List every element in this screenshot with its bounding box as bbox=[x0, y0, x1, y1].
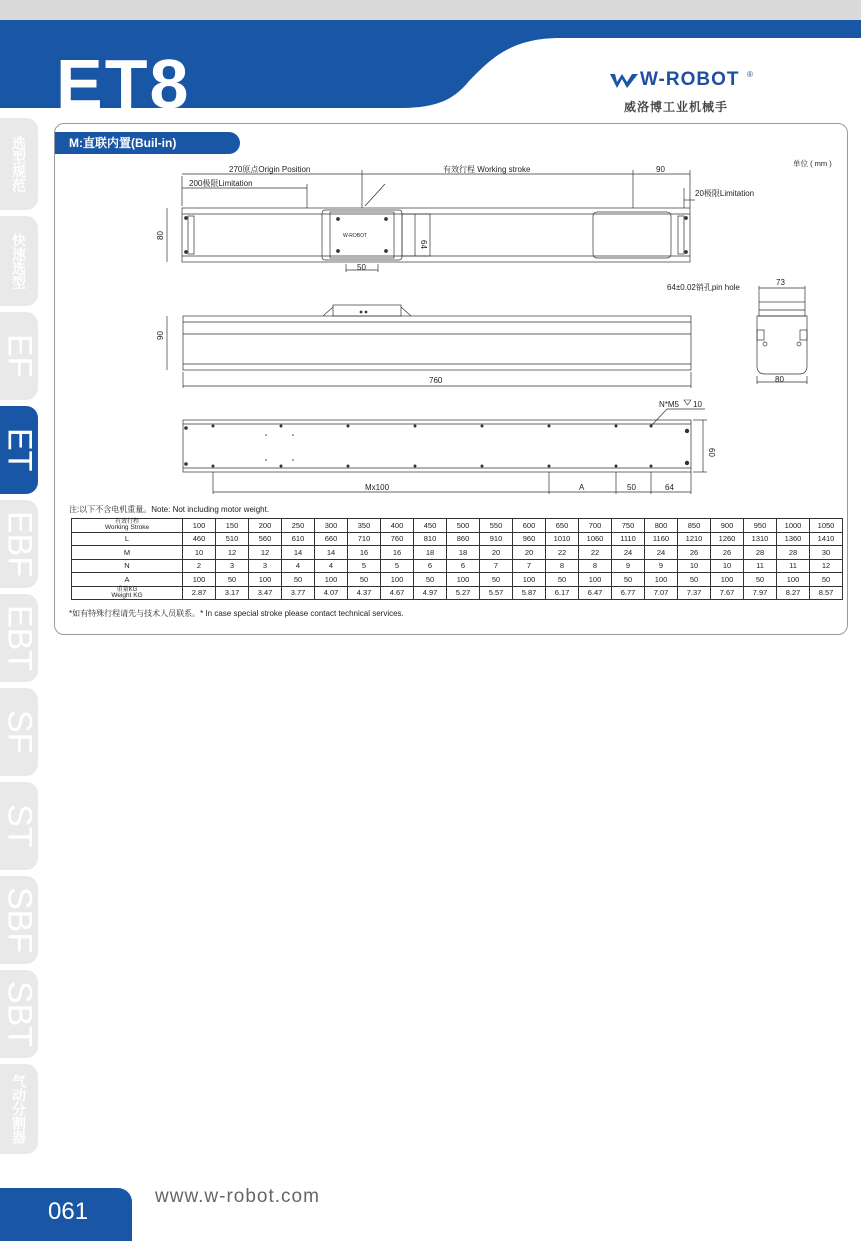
table-cell: 250 bbox=[282, 519, 315, 533]
dim-73-label: 73 bbox=[776, 278, 785, 287]
table-cell: 50 bbox=[282, 573, 315, 587]
table-cell: 100 bbox=[777, 573, 810, 587]
table-cell: 24 bbox=[612, 546, 645, 560]
stroke-dim-label: 有效行程 Working stroke bbox=[443, 165, 531, 174]
table-cell: 18 bbox=[414, 546, 447, 560]
tab-et[interactable] bbox=[0, 406, 38, 494]
dim-90-side-label: 90 bbox=[156, 331, 165, 340]
tab-label: EBF bbox=[0, 510, 39, 578]
bottom-view bbox=[183, 400, 716, 494]
table-cell: 1000 bbox=[777, 519, 810, 533]
spec-panel bbox=[54, 123, 848, 635]
table-cell: 810 bbox=[414, 532, 447, 546]
table-cell: 7.37 bbox=[678, 586, 711, 600]
table-cell: 150 bbox=[216, 519, 249, 533]
brand-registered-mark: ® bbox=[747, 70, 753, 79]
row-header: A bbox=[72, 573, 183, 587]
table-cell: 1410 bbox=[810, 532, 843, 546]
table-cell: 22 bbox=[579, 546, 612, 560]
table-cell: 100 bbox=[183, 519, 216, 533]
brand-name: W-ROBOT bbox=[640, 69, 740, 90]
table-cell: 50 bbox=[744, 573, 777, 587]
row-header bbox=[72, 586, 183, 600]
table-cell: 28 bbox=[777, 546, 810, 560]
table-cell: 20 bbox=[480, 546, 513, 560]
tab-ebf[interactable] bbox=[0, 500, 38, 588]
table-cell: 26 bbox=[711, 546, 744, 560]
table-cell: 50 bbox=[414, 573, 447, 587]
table-cell: 100 bbox=[513, 573, 546, 587]
table-cell: 460 bbox=[183, 532, 216, 546]
website-url[interactable]: www.w-robot.com bbox=[155, 1186, 320, 1207]
tab-label: 快速选型 bbox=[11, 233, 27, 289]
table-cell: 11 bbox=[777, 559, 810, 573]
table-cell: 200 bbox=[249, 519, 282, 533]
tab-label: SBF bbox=[0, 886, 39, 954]
table-cell: 4.07 bbox=[315, 586, 348, 600]
table-cell: 850 bbox=[678, 519, 711, 533]
table-cell: 14 bbox=[315, 546, 348, 560]
table-cell: 100 bbox=[645, 573, 678, 587]
brand-logo bbox=[610, 70, 760, 118]
thread-label: N*M5 bbox=[659, 400, 680, 409]
table-cell: 3.17 bbox=[216, 586, 249, 600]
limit20-dim-label: 20极限Limitation bbox=[695, 189, 755, 198]
pin-hole-label: 64±0.02销孔pin hole bbox=[667, 283, 740, 292]
table-cell: 1310 bbox=[744, 532, 777, 546]
table-cell: 5.27 bbox=[447, 586, 480, 600]
motor-note: 注:以下不含电机重量。Note: Not including motor weight. bbox=[69, 505, 270, 514]
table-cell: 5.87 bbox=[513, 586, 546, 600]
row-header-en: Working Stroke bbox=[104, 524, 150, 532]
tab-sbt[interactable] bbox=[0, 970, 38, 1058]
dim-mx100-label: Mx100 bbox=[365, 483, 390, 492]
row-header-en: Weight KG bbox=[111, 591, 143, 599]
table-cell: 6.77 bbox=[612, 586, 645, 600]
dim-760-label: 760 bbox=[429, 376, 443, 385]
tab-label: 气动分割器 bbox=[11, 1074, 27, 1144]
table-cell: 50 bbox=[678, 573, 711, 587]
table-cell: 100 bbox=[711, 573, 744, 587]
tab-label: ST bbox=[0, 804, 39, 848]
table-cell: 50 bbox=[612, 573, 645, 587]
tab-selection-spec[interactable] bbox=[0, 118, 38, 210]
table-cell: 3.47 bbox=[249, 586, 282, 600]
w-logo-icon bbox=[610, 72, 640, 90]
table-cell: 910 bbox=[480, 532, 513, 546]
table-cell: 18 bbox=[447, 546, 480, 560]
table-cell: 1160 bbox=[645, 532, 678, 546]
tab-label: ET bbox=[0, 428, 39, 472]
table-cell: 10 bbox=[711, 559, 744, 573]
tab-pneumatic-divider[interactable] bbox=[0, 1064, 38, 1154]
table-cell: 400 bbox=[381, 519, 414, 533]
tab-ebt[interactable] bbox=[0, 594, 38, 682]
top-gray-band bbox=[0, 0, 861, 20]
tab-ef[interactable] bbox=[0, 312, 38, 400]
table-cell: 2 bbox=[183, 559, 216, 573]
dim-a-label: A bbox=[579, 483, 585, 492]
tab-sbf[interactable] bbox=[0, 876, 38, 964]
table-cell: 8.57 bbox=[810, 586, 843, 600]
table-cell: 800 bbox=[645, 519, 678, 533]
table-cell: 8 bbox=[546, 559, 579, 573]
table-cell: 16 bbox=[381, 546, 414, 560]
table-cell: 1010 bbox=[546, 532, 579, 546]
table-cell: 30 bbox=[810, 546, 843, 560]
table-cell: 100 bbox=[315, 573, 348, 587]
table-cell: 50 bbox=[546, 573, 579, 587]
table-cell: 8 bbox=[579, 559, 612, 573]
table-cell: 50 bbox=[216, 573, 249, 587]
page-number: 061 bbox=[48, 1198, 89, 1225]
table-cell: 6 bbox=[447, 559, 480, 573]
row-header: N bbox=[72, 559, 183, 573]
table-cell: 500 bbox=[447, 519, 480, 533]
tab-label: EF bbox=[0, 334, 39, 378]
table-cell: 750 bbox=[612, 519, 645, 533]
table-cell: 20 bbox=[513, 546, 546, 560]
table-cell: 26 bbox=[678, 546, 711, 560]
table-cell: 100 bbox=[183, 573, 216, 587]
table-cell: 16 bbox=[348, 546, 381, 560]
table-cell: 760 bbox=[381, 532, 414, 546]
brand-chinese-name: 威洛博工业机械手 bbox=[624, 100, 729, 114]
table-cell: 1050 bbox=[810, 519, 843, 533]
table-cell: 350 bbox=[348, 519, 381, 533]
table-cell: 7 bbox=[480, 559, 513, 573]
tab-label: 选型规范 bbox=[11, 136, 27, 192]
spec-table bbox=[71, 518, 843, 600]
table-cell: 610 bbox=[282, 532, 315, 546]
table-cell: 1210 bbox=[678, 532, 711, 546]
table-cell: 100 bbox=[249, 573, 282, 587]
table-cell: 6.47 bbox=[579, 586, 612, 600]
dim-90-label: 90 bbox=[656, 165, 665, 174]
table-cell: 100 bbox=[579, 573, 612, 587]
table-cell: 4.67 bbox=[381, 586, 414, 600]
table-cell: 950 bbox=[744, 519, 777, 533]
table-cell: 28 bbox=[744, 546, 777, 560]
tab-label: SBT bbox=[0, 980, 39, 1048]
dim-50-bottom-label: 50 bbox=[627, 483, 636, 492]
side-view bbox=[156, 305, 691, 388]
table-cell: 11 bbox=[744, 559, 777, 573]
table-cell: 4 bbox=[282, 559, 315, 573]
table-cell: 450 bbox=[414, 519, 447, 533]
table-cell: 5.57 bbox=[480, 586, 513, 600]
table-cell: 2.87 bbox=[183, 586, 216, 600]
table-cell: 9 bbox=[612, 559, 645, 573]
table-cell: 560 bbox=[249, 532, 282, 546]
row-header bbox=[72, 519, 183, 533]
thread-depth-label: 10 bbox=[693, 400, 702, 409]
table-cell: 4.37 bbox=[348, 586, 381, 600]
dim-64-bottom-label: 64 bbox=[665, 483, 674, 492]
tab-st[interactable] bbox=[0, 782, 38, 870]
table-cell: 3 bbox=[249, 559, 282, 573]
table-cell: 1260 bbox=[711, 532, 744, 546]
table-cell: 100 bbox=[447, 573, 480, 587]
table-cell: 12 bbox=[249, 546, 282, 560]
unit-label: 单位 ( mm ) bbox=[793, 159, 832, 168]
table-cell: 300 bbox=[315, 519, 348, 533]
table-cell: 1060 bbox=[579, 532, 612, 546]
table-cell: 10 bbox=[183, 546, 216, 560]
table-cell: 1360 bbox=[777, 532, 810, 546]
row-header-cn: 有效行程 bbox=[114, 519, 139, 526]
origin-dim-label: 270原点Origin Position bbox=[229, 165, 311, 174]
dim-80-end-label: 80 bbox=[775, 375, 784, 384]
carriage-brand-mark: W-ROBOT bbox=[343, 233, 368, 239]
table-cell: 9 bbox=[645, 559, 678, 573]
special-stroke-note: *如有特殊行程请先与技术人员联系。* In case special stroke please contact technical services. bbox=[69, 609, 404, 618]
table-cell: 5 bbox=[348, 559, 381, 573]
dim-50-label: 50 bbox=[357, 263, 366, 272]
tab-label: EBT bbox=[0, 604, 39, 672]
table-cell: 7.97 bbox=[744, 586, 777, 600]
table-cell: 7.67 bbox=[711, 586, 744, 600]
dim-64-label: 64 bbox=[419, 240, 428, 249]
table-cell: 6.17 bbox=[546, 586, 579, 600]
technical-drawing bbox=[55, 124, 847, 504]
table-row bbox=[72, 532, 843, 546]
table-cell: 12 bbox=[216, 546, 249, 560]
table-cell: 600 bbox=[513, 519, 546, 533]
table-cell: 660 bbox=[315, 532, 348, 546]
table-cell: 510 bbox=[216, 532, 249, 546]
section-title: M:直联内置(Buil-in) bbox=[55, 132, 240, 154]
limit200-dim-label: 200极限Limitation bbox=[189, 179, 253, 188]
table-cell: 650 bbox=[546, 519, 579, 533]
table-cell: 4 bbox=[315, 559, 348, 573]
table-row bbox=[72, 573, 843, 587]
table-row bbox=[72, 546, 843, 560]
table-cell: 550 bbox=[480, 519, 513, 533]
table-cell: 5 bbox=[381, 559, 414, 573]
table-row bbox=[72, 519, 843, 533]
tab-sf[interactable] bbox=[0, 688, 38, 776]
table-cell: 24 bbox=[645, 546, 678, 560]
table-cell: 710 bbox=[348, 532, 381, 546]
table-cell: 4.97 bbox=[414, 586, 447, 600]
table-cell: 22 bbox=[546, 546, 579, 560]
end-view bbox=[667, 278, 807, 384]
table-cell: 50 bbox=[480, 573, 513, 587]
table-cell: 960 bbox=[513, 532, 546, 546]
tab-label: SF bbox=[0, 710, 39, 754]
dim-80-label: 80 bbox=[156, 231, 165, 240]
table-cell: 900 bbox=[711, 519, 744, 533]
header-banner bbox=[0, 20, 861, 123]
row-header: M bbox=[72, 546, 183, 560]
row-header: L bbox=[72, 532, 183, 546]
table-cell: 12 bbox=[810, 559, 843, 573]
table-cell: 860 bbox=[447, 532, 480, 546]
table-cell: 700 bbox=[579, 519, 612, 533]
table-cell: 10 bbox=[678, 559, 711, 573]
table-cell: 1110 bbox=[612, 532, 645, 546]
table-row bbox=[72, 559, 843, 573]
table-cell: 7 bbox=[513, 559, 546, 573]
top-view bbox=[156, 164, 754, 272]
table-cell: 50 bbox=[810, 573, 843, 587]
dim-60-label: 60 bbox=[707, 448, 716, 457]
tab-quick-selection[interactable] bbox=[0, 216, 38, 306]
table-row bbox=[72, 586, 843, 600]
table-cell: 14 bbox=[282, 546, 315, 560]
row-header-cn: 重量KG bbox=[116, 586, 138, 593]
table-cell: 3.77 bbox=[282, 586, 315, 600]
table-cell: 50 bbox=[348, 573, 381, 587]
table-cell: 100 bbox=[381, 573, 414, 587]
table-cell: 6 bbox=[414, 559, 447, 573]
table-cell: 3 bbox=[216, 559, 249, 573]
table-cell: 7.07 bbox=[645, 586, 678, 600]
table-cell: 8.27 bbox=[777, 586, 810, 600]
model-title: ET8 bbox=[56, 45, 191, 123]
